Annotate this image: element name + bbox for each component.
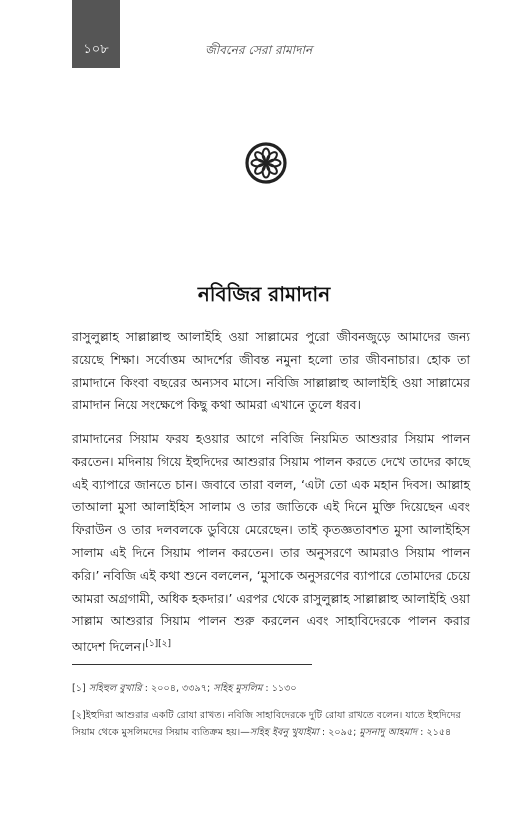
- paragraph-text: রামাদানের সিয়াম ফরয হওয়ার আগে নবিজি নিয়মিত আশুরার সিয়াম পালন করতেন। মদিনায় গিয়ে ইহুদিদের আশুরার সিয়াম পালন করতে দেখে তাদের কাছে এই ব্যাপারে জানতে চান। জবাবে তারা বলল, ‘এটা তো এক মহান দিবস। আল্লাহ তাআলা মুসা আলাইহিস সালাম ও তার জাতিকে এই দিনে মুক্তি দিয়েছেন এবং ফিরাউন ও তার দলবলকে ডুবিয়ে মেরেছেন। তাই কৃতজ্ঞতাবশত মুসা আলাইহিস সালাম এই দিনে সিয়াম পালন করতেন। তার অনুসরণে আমরাও সিয়াম পালন করি।’ নবিজি এই কথা শুনে বললেন, ‘মুসাকে অনুসরণের ব্যাপারে তোমাদের চেয়ে আমরা অগ্রগামী, অধিক হকদার।’ এরপর থেকে রাসুলুল্লাহ সাল্লাল্লাহু আলাইহি ওয়া সাল্লাম আশুরার সিয়াম পালন শুরু করলেন এবং সাহাবিদেরকে পালন করার আদেশ দিলেন।: [72, 431, 470, 655]
- footnote-marker: [১]: [72, 683, 86, 694]
- flower-ornament-icon: [244, 141, 288, 185]
- footnote-reference-numbers: : ২১৫৪: [417, 727, 452, 738]
- footnote-reference-numbers: : ২০৯৫;: [318, 727, 360, 738]
- footnote-text: ইহুদিরা আশুরার একটি রোযা রাখত। নবিজি সাহাবিদেরকে দুটি রোযা রাখতে বলেন। যাতে ইহুদিদের সিয়াম থেকে মুসলিমদের সিয়াম ব্যতিক্রম হয়।—: [72, 710, 461, 738]
- footnote-source: সহিহ ইবনু খুযাইমা: [249, 727, 319, 738]
- footnote-reference-numbers: : ২০০৪, ৩৩৯৭;: [141, 683, 214, 694]
- footnote-1: [72, 680, 470, 697]
- footnote-source: মুসনাদু আহমাদ: [359, 727, 418, 738]
- body-paragraph: [72, 428, 470, 659]
- chapter-title: নবিজির রামাদান: [197, 282, 331, 306]
- running-head: জীবনের সেরা রামাদান: [205, 43, 313, 57]
- footnote-reference[interactable]: [১][২]: [145, 639, 172, 650]
- page-number: ১০৮: [83, 42, 109, 57]
- footnote-source: সহিহুল বুখারি: [88, 683, 142, 694]
- footnote-divider: [72, 664, 312, 665]
- footnote-marker: [২]: [72, 710, 86, 721]
- footnote-reference-numbers: : ১১৩০: [262, 683, 297, 694]
- footnote-2: [72, 707, 470, 741]
- footnote-source: সহিহ মুসলিম: [213, 683, 263, 694]
- body-paragraph: রাসুলুল্লাহ সাল্লাল্লাহু আলাইহি ওয়া সাল্লামের পুরো জীবনজুড়ে আমাদের জন্য রয়েছে শিক্ষা। সর্বোত্তম আদর্শের জীবন্ত নমুনা হলো তার জীবনাচার। হোক তা রামাদানে কিংবা বছরের অন্যসব মাসে। নবিজি সাল্লাল্লাহু আলাইহি ওয়া সাল্লামের রামাদান নিয়ে সংক্ষেপে কিছু কথা আমরা এখানে তুলে ধরব।: [72, 329, 470, 413]
